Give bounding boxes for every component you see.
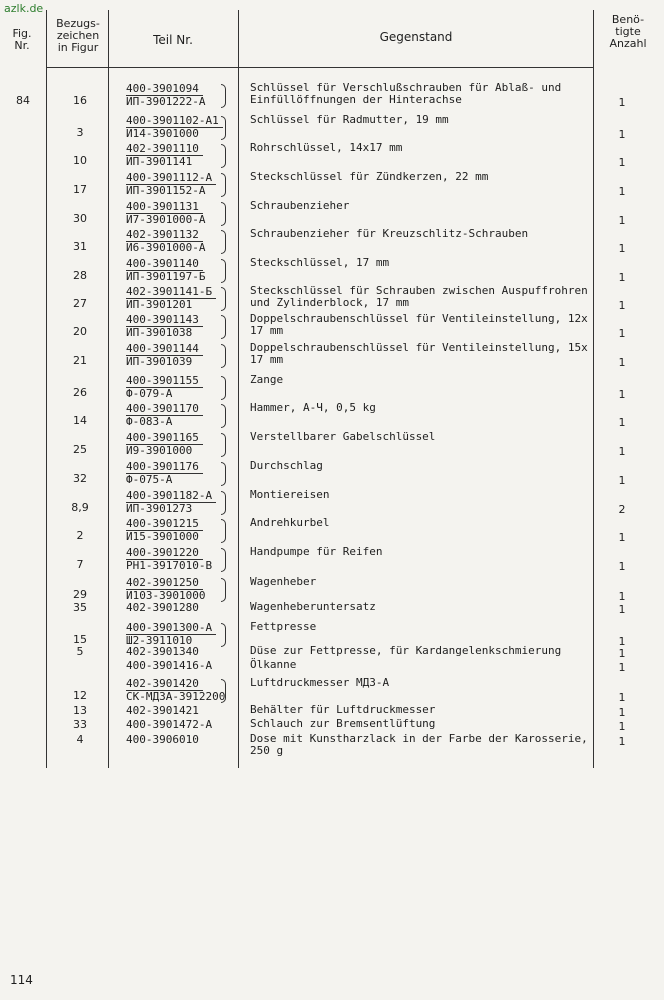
part-number: 402-3901141-Б: [126, 285, 216, 299]
reference-mark: 29: [73, 588, 87, 601]
reference-mark: 35: [73, 601, 87, 614]
reference-mark: 12: [73, 689, 87, 702]
item-description: Handpumpe für Reifen: [250, 545, 383, 558]
quantity: 1: [618, 445, 626, 458]
brace-mark: [221, 376, 226, 400]
brace-mark: [221, 679, 226, 703]
quantity: 1: [618, 590, 626, 603]
quantity: 2: [618, 503, 626, 516]
part-number: 400-3901220: [126, 546, 203, 560]
brace-mark: [221, 578, 226, 602]
reference-mark: 10: [73, 154, 87, 167]
part-number: 400-3901170: [126, 402, 203, 416]
reference-mark: 17: [73, 183, 87, 196]
part-number: Ф-083-А: [126, 415, 173, 428]
part-number: 400-3901140: [126, 257, 203, 271]
item-description: Schraubenzieher: [250, 199, 350, 212]
quantity: 1: [618, 647, 626, 660]
reference-mark: 25: [73, 443, 87, 456]
quantity: 1: [618, 735, 626, 748]
item-description: Schlüssel für Radmutter, 19 mm: [250, 113, 449, 126]
quantity: 1: [618, 661, 626, 674]
quantity: 1: [618, 388, 626, 401]
item-description: Verstellbarer Gabelschlüssel: [250, 430, 436, 443]
brace-mark: [221, 259, 226, 283]
item-description: Hammer, А-Ч, 0,5 kg: [250, 401, 376, 414]
part-number: ИП-3901039: [126, 355, 193, 368]
brace-mark: [221, 230, 226, 254]
item-description: Durchschlag: [250, 459, 323, 472]
brace-mark: [221, 144, 226, 168]
item-description: Schlauch zur Bremsentlüftung: [250, 717, 436, 730]
reference-mark: 14: [73, 414, 87, 427]
reference-mark: 3: [76, 126, 84, 139]
page-number: 114: [10, 973, 33, 987]
header-anzahl: Benö- tigte Anzahl: [609, 13, 647, 50]
quantity: 1: [618, 720, 626, 733]
part-number: 400-3901102-А1: [126, 114, 223, 128]
part-number: ИП-3901141: [126, 155, 193, 168]
part-number: 400-3901131: [126, 200, 203, 214]
part-number: И103-3901000: [126, 589, 206, 602]
quantity: 1: [618, 416, 626, 429]
quantity: 1: [618, 128, 626, 141]
part-number: ИП-3901201: [126, 298, 193, 311]
quantity: 1: [618, 271, 626, 284]
reference-mark: 13: [73, 704, 87, 717]
header-teil-nr: Teil Nr.: [153, 33, 193, 47]
column-divider: [238, 10, 239, 768]
brace-mark: [221, 491, 226, 515]
brace-mark: [221, 315, 226, 339]
item-description: Steckschlüssel, 17 mm: [250, 256, 390, 269]
header-gegenstand: Gegenstand: [379, 30, 453, 44]
brace-mark: [221, 202, 226, 226]
part-number: ИП-3901273: [126, 502, 193, 515]
item-description: Steckschlüssel für Zündkerzen, 22 mm: [250, 170, 489, 183]
part-number: 400-3901182-А: [126, 489, 216, 503]
item-description: Steckschlüssel für Schrauben zwischen Auspuffrohren und Zylinderblock, 17 mm: [250, 284, 588, 309]
brace-mark: [221, 116, 226, 140]
reference-mark: 16: [73, 94, 87, 107]
reference-mark: 31: [73, 240, 87, 253]
item-description: Doppelschraubenschlüssel für Ventileinstellung, 15x 17 mm: [250, 341, 588, 366]
quantity: 1: [618, 474, 626, 487]
reference-mark: 2: [76, 529, 84, 542]
brace-mark: [221, 173, 226, 197]
quantity: 1: [618, 327, 626, 340]
item-description: Schlüssel für Verschlußschrauben für Ablaß- und Einfüllöffnungen der Hinterachse: [250, 81, 562, 106]
figure-number: 84: [16, 94, 30, 107]
part-number: 400-3901112-А: [126, 171, 216, 185]
part-number: Ш2-3911010: [126, 634, 193, 647]
header-divider: [46, 67, 593, 68]
quantity: 1: [618, 691, 626, 704]
item-description: Fettpresse: [250, 620, 317, 633]
header-bezugszeichen: Bezugs- zeichen in Figur: [56, 17, 100, 54]
part-number: 400-3901143: [126, 313, 203, 327]
item-description: Zange: [250, 373, 284, 386]
column-divider: [593, 10, 594, 768]
reference-mark: 5: [76, 645, 84, 658]
reference-mark: 7: [76, 558, 84, 571]
part-number: 402-3901110: [126, 142, 203, 156]
quantity: 1: [618, 603, 626, 616]
brace-mark: [221, 519, 226, 543]
item-description: Montiereisen: [250, 488, 330, 501]
reference-mark: 26: [73, 386, 87, 399]
part-number: И7-3901000-А: [126, 213, 206, 226]
part-number: ИП-3901197-Б: [126, 270, 206, 283]
part-number: 400-3906010: [126, 733, 199, 746]
part-number: 400-3901155: [126, 374, 203, 388]
part-number: 402-3901280: [126, 601, 199, 614]
part-number: 400-3901165: [126, 431, 203, 445]
reference-mark: 33: [73, 718, 87, 731]
part-number: 400-3901144: [126, 342, 203, 356]
brace-mark: [221, 548, 226, 572]
quantity: 1: [618, 185, 626, 198]
brace-mark: [221, 433, 226, 457]
brace-mark: [221, 623, 226, 647]
item-description: Rohrschlüssel, 14x17 mm: [250, 141, 403, 154]
brace-mark: [221, 287, 226, 311]
quantity: 1: [618, 560, 626, 573]
item-description: Düse zur Fettpresse, für Kardangelenkschmierung: [250, 644, 562, 657]
part-number: 400-3901215: [126, 517, 203, 531]
quantity: 1: [618, 356, 626, 369]
part-number: И14-3901000: [126, 127, 199, 140]
part-number: И9-3901000: [126, 444, 193, 457]
item-description: Wagenheber: [250, 575, 317, 588]
quantity: 1: [618, 156, 626, 169]
column-divider: [108, 10, 109, 768]
part-number: И6-3901000-А: [126, 241, 206, 254]
brace-mark: [221, 462, 226, 486]
part-number: Ф-079-А: [126, 387, 173, 400]
quantity: 1: [618, 96, 626, 109]
quantity: 1: [618, 635, 626, 648]
item-description: Wagenheberuntersatz: [250, 600, 376, 613]
column-divider: [46, 10, 47, 768]
quantity: 1: [618, 706, 626, 719]
part-number: Ф-075-А: [126, 473, 173, 486]
reference-mark: 8,9: [71, 501, 89, 514]
part-number: 402-3901340: [126, 645, 199, 658]
quantity: 1: [618, 214, 626, 227]
part-number: 402-3901420: [126, 677, 203, 691]
item-description: Schraubenzieher für Kreuzschlitz-Schrauben: [250, 227, 529, 240]
item-description: Ölkanne: [250, 658, 297, 671]
item-description: Behälter für Luftdruckmesser: [250, 703, 436, 716]
reference-mark: 20: [73, 325, 87, 338]
quantity: 1: [618, 531, 626, 544]
part-number: 402-3901421: [126, 704, 199, 717]
reference-mark: 32: [73, 472, 87, 485]
part-number: СК-МДЗА-3912200: [126, 690, 226, 703]
part-number: И15-3901000: [126, 530, 199, 543]
reference-mark: 15: [73, 633, 87, 646]
quantity: 1: [618, 242, 626, 255]
reference-mark: 28: [73, 269, 87, 282]
part-number: ИП-3901222-А: [126, 95, 206, 108]
brace-mark: [221, 404, 226, 428]
part-number: 400-3901300-А: [126, 621, 216, 635]
header-fig: Fig. Nr.: [12, 27, 32, 52]
item-description: Dose mit Kunstharzlack in der Farbe der Karosserie, 250 g: [250, 732, 588, 757]
reference-mark: 30: [73, 212, 87, 225]
part-number: 402-3901250: [126, 576, 203, 590]
part-number: ИП-3901152-А: [126, 184, 206, 197]
part-number: ИП-3901038: [126, 326, 193, 339]
part-number: 400-3901094: [126, 82, 203, 96]
brace-mark: [221, 84, 226, 108]
part-number: 402-3901132: [126, 228, 203, 242]
part-number: 400-3901176: [126, 460, 203, 474]
part-number: 400-3901472-А: [126, 718, 213, 731]
quantity: 1: [618, 299, 626, 312]
brace-mark: [221, 344, 226, 368]
item-description: Doppelschraubenschlüssel für Ventileinstellung, 12x 17 mm: [250, 312, 588, 337]
item-description: Andrehkurbel: [250, 516, 330, 529]
reference-mark: 4: [76, 733, 84, 746]
part-number: РН1-3917010-В: [126, 559, 213, 572]
part-number: 400-3901416-А: [126, 659, 213, 672]
reference-mark: 27: [73, 297, 87, 310]
reference-mark: 21: [73, 354, 87, 367]
item-description: Luftdruckmesser МДЗ-А: [250, 676, 390, 689]
watermark: azlk.de: [4, 2, 44, 15]
